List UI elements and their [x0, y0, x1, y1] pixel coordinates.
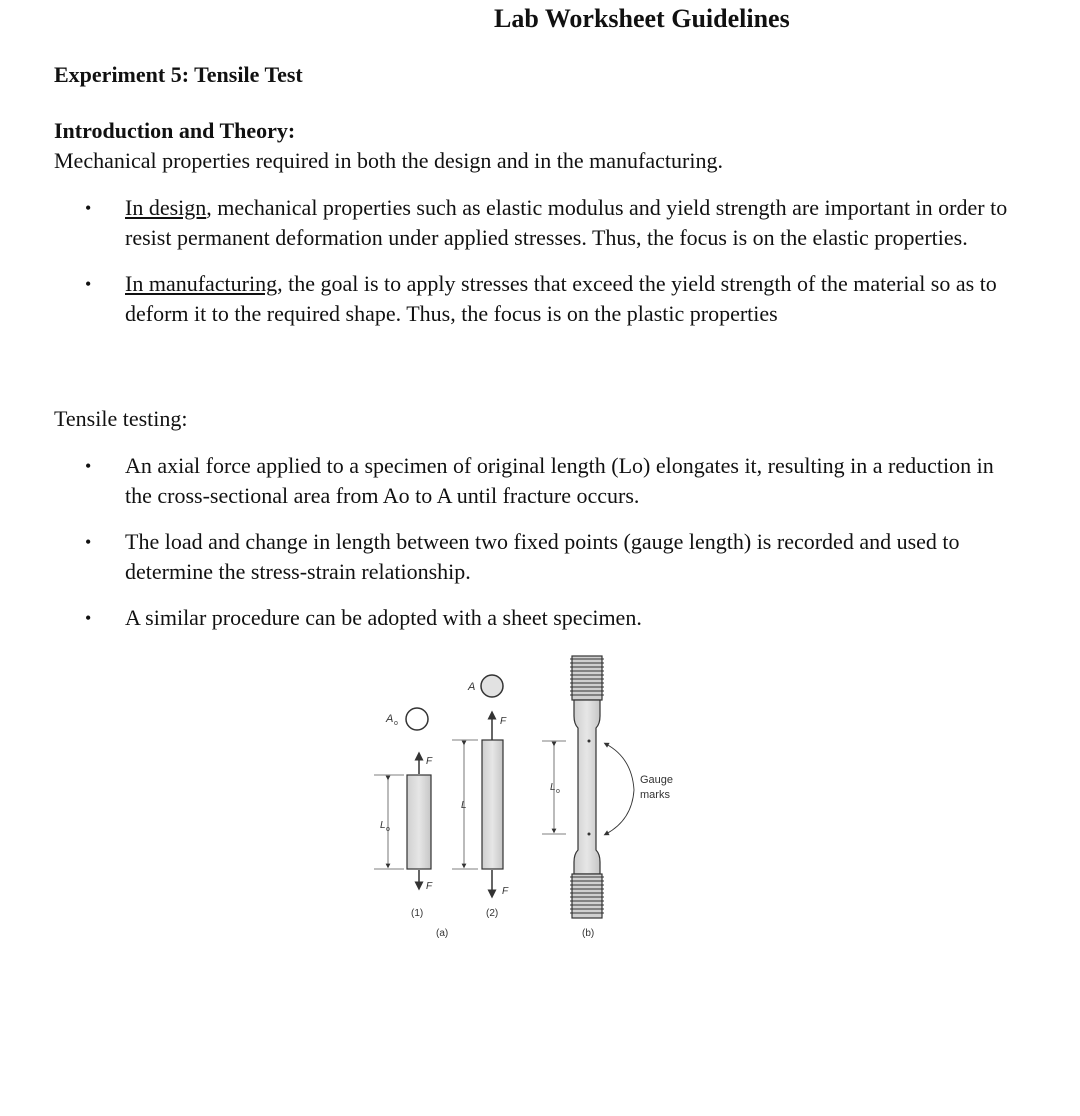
- specimen-2-caption: (2): [486, 908, 499, 919]
- threaded-specimen: [542, 656, 673, 918]
- list-item: [54, 451, 1014, 511]
- reduced-cross-section-icon: [481, 675, 503, 697]
- force-label: F: [500, 716, 507, 727]
- list-item: [54, 269, 1014, 329]
- force-label: F: [426, 881, 433, 892]
- length-lo-subscript: o: [386, 826, 390, 833]
- intro-heading: Introduction and Theory:: [54, 118, 296, 143]
- list-item: [54, 193, 1014, 253]
- list-item: [54, 527, 1014, 587]
- force-label: F: [426, 756, 433, 767]
- gauge-leader-top: [606, 744, 634, 790]
- original-cross-section-icon: [406, 708, 428, 730]
- area-a-label: A: [468, 681, 476, 693]
- area-ao-subscript: o: [394, 720, 398, 727]
- experiment-title: Experiment 5: Tensile Test: [54, 62, 303, 87]
- list-item-text: The load and change in length between two fixed points (gauge length) is recorded and used to determine the stress-strain relationship.: [125, 529, 960, 584]
- area-ao-label: A: [386, 713, 394, 725]
- list-item-text: A similar procedure can be adopted with a sheet specimen.: [125, 605, 642, 630]
- gauge-leader-bottom: [606, 790, 634, 834]
- force-label: F: [502, 886, 509, 897]
- intro-text: Mechanical properties required in both the design and in the manufacturing.: [54, 148, 723, 173]
- tensile-heading: Tensile testing:: [54, 406, 188, 431]
- specimen-body: [574, 700, 600, 874]
- length-lo-label: L: [550, 782, 556, 793]
- manufacturing-description: , the goal is to apply stresses that exceed the yield strength of the material so as to deform it to the required shape. Thus, the focus is on the plastic properties: [125, 271, 997, 326]
- tensile-diagram: [360, 648, 720, 948]
- manufacturing-term: In manufacturing: [125, 271, 278, 296]
- bullet-icon: •: [85, 274, 92, 294]
- tensile-bullet-list: [54, 451, 1014, 649]
- specimen-1-caption: (1): [411, 908, 424, 919]
- page-title: Lab Worksheet Guidelines: [494, 4, 790, 33]
- bullet-icon: •: [85, 532, 92, 552]
- figure-b-caption: (b): [582, 928, 595, 939]
- list-item-text: An axial force applied to a specimen of original length (Lo) elongates it, resulting in a reduction in the cross-sectional area from Ao to A until fracture occurs.: [125, 453, 994, 508]
- figure-a-caption: (a): [436, 928, 449, 939]
- length-l-label: L: [461, 800, 467, 811]
- specimen-1: [374, 708, 433, 919]
- length-lo-label: L: [380, 820, 386, 831]
- specimen-2-bar: [482, 740, 503, 869]
- gauge-marks-label-line1: Gauge: [640, 774, 674, 786]
- gauge-marks-label-line2: marks: [640, 789, 670, 801]
- design-description: , mechanical properties such as elastic modulus and yield strength are important in order to resist permanent deformation under applied stresses. Thus, the focus is on the elastic properties.: [125, 195, 1008, 250]
- specimen-1-bar: [407, 775, 431, 869]
- intro-bullet-list: [54, 193, 1014, 345]
- list-item: [54, 603, 1014, 633]
- length-lo-subscript: o: [556, 788, 560, 795]
- bullet-icon: •: [85, 198, 92, 218]
- specimen-2: [452, 675, 509, 919]
- gauge-mark-icon: [588, 833, 591, 836]
- tensile-specimen-figure: [360, 648, 720, 948]
- bullet-icon: •: [85, 456, 92, 476]
- design-term: In design: [125, 195, 207, 220]
- bullet-icon: •: [85, 608, 92, 628]
- gauge-mark-icon: [588, 740, 591, 743]
